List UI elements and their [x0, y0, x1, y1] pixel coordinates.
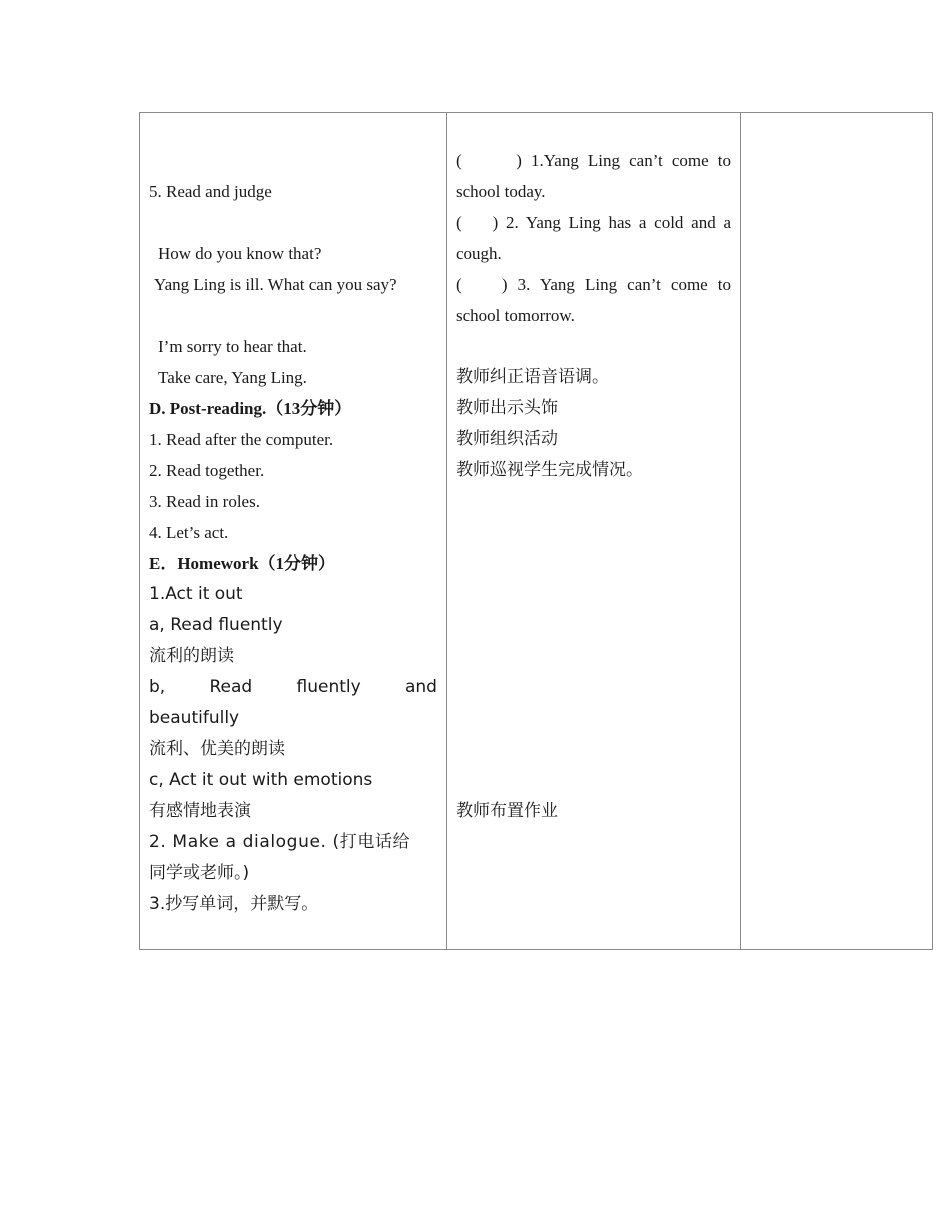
blank-line — [456, 672, 731, 703]
judge-question-3-cont: school tomorrow. — [456, 306, 575, 325]
homework-item-cn: 有感情地表演 — [149, 801, 251, 821]
blank-line — [456, 548, 731, 579]
table-row — [140, 113, 933, 950]
homework-item: beautifully — [149, 708, 240, 728]
word: Read — [209, 677, 253, 697]
empty-cell — [741, 113, 933, 950]
teacher-notes-cell — [447, 113, 741, 950]
teacher-note: 教师布置作业 — [456, 801, 558, 821]
blank-line — [456, 734, 731, 765]
judge-question-3: ( ) 3. Yang Ling can’t come to — [456, 275, 731, 294]
blank-line — [456, 765, 731, 796]
read-judge-heading: 5. Read and judge — [149, 182, 272, 201]
word: fluently — [296, 677, 361, 697]
prompt-how-know: How do you know that? — [158, 244, 322, 263]
list-item: 3. Read in roles. — [149, 492, 260, 511]
judge-question-2: ( ) 2. Yang Ling has a cold and a — [456, 213, 731, 232]
blank-line — [456, 517, 731, 548]
homework-item-cn: 流利的朗读 — [149, 646, 234, 666]
homework-item-cn: 3.抄写单词，并默写。 — [149, 894, 319, 914]
blank-line — [149, 300, 437, 331]
word: b, — [149, 677, 166, 697]
homework-item: c, Act it out with emotions — [149, 770, 373, 790]
blank-line — [456, 703, 731, 734]
homework-item-cn: 同学或老师。) — [149, 863, 250, 883]
judge-question-2-cont: cough. — [456, 244, 502, 263]
homework-heading: E．Homework（1分钟） — [149, 554, 336, 573]
blank-line — [149, 207, 437, 238]
response-sorry: I’m sorry to hear that. — [158, 337, 307, 356]
homework-item: 1.Act it out — [149, 584, 243, 604]
blank-line — [149, 145, 437, 176]
blank-line — [456, 641, 731, 672]
teacher-note: 教师组织活动 — [456, 429, 558, 449]
homework-item-cn: 流利、优美的朗读 — [149, 739, 285, 759]
judge-question-1-cont: school today. — [456, 182, 546, 201]
list-item: 2. Read together. — [149, 461, 265, 480]
judge-question-1: ( ) 1.Yang Ling can’t come to — [456, 151, 731, 170]
homework-item: a, Read fluently — [149, 615, 283, 635]
lesson-plan-table — [139, 112, 933, 950]
prompt-yang-ill: Yang Ling is ill. What can you say? — [154, 275, 397, 294]
blank-line — [456, 610, 731, 641]
homework-item: 2. Make a dialogue. (打电话给 — [149, 832, 411, 852]
list-item: 1. Read after the computer. — [149, 430, 334, 449]
blank-line — [456, 579, 731, 610]
word: and — [404, 677, 437, 697]
post-reading-heading: D. Post-reading.（13分钟） — [149, 399, 352, 418]
activity-cell — [140, 113, 447, 950]
teacher-note: 教师巡视学生完成情况。 — [456, 460, 643, 480]
blank-line — [456, 486, 731, 517]
teacher-note: 教师纠正语音语调。 — [456, 367, 609, 387]
blank-line — [456, 331, 731, 362]
homework-item-justified — [149, 672, 437, 703]
list-item: 4. Let’s act. — [149, 523, 229, 542]
response-take-care: Take care, Yang Ling. — [158, 368, 307, 387]
teacher-note: 教师出示头饰 — [456, 398, 558, 418]
